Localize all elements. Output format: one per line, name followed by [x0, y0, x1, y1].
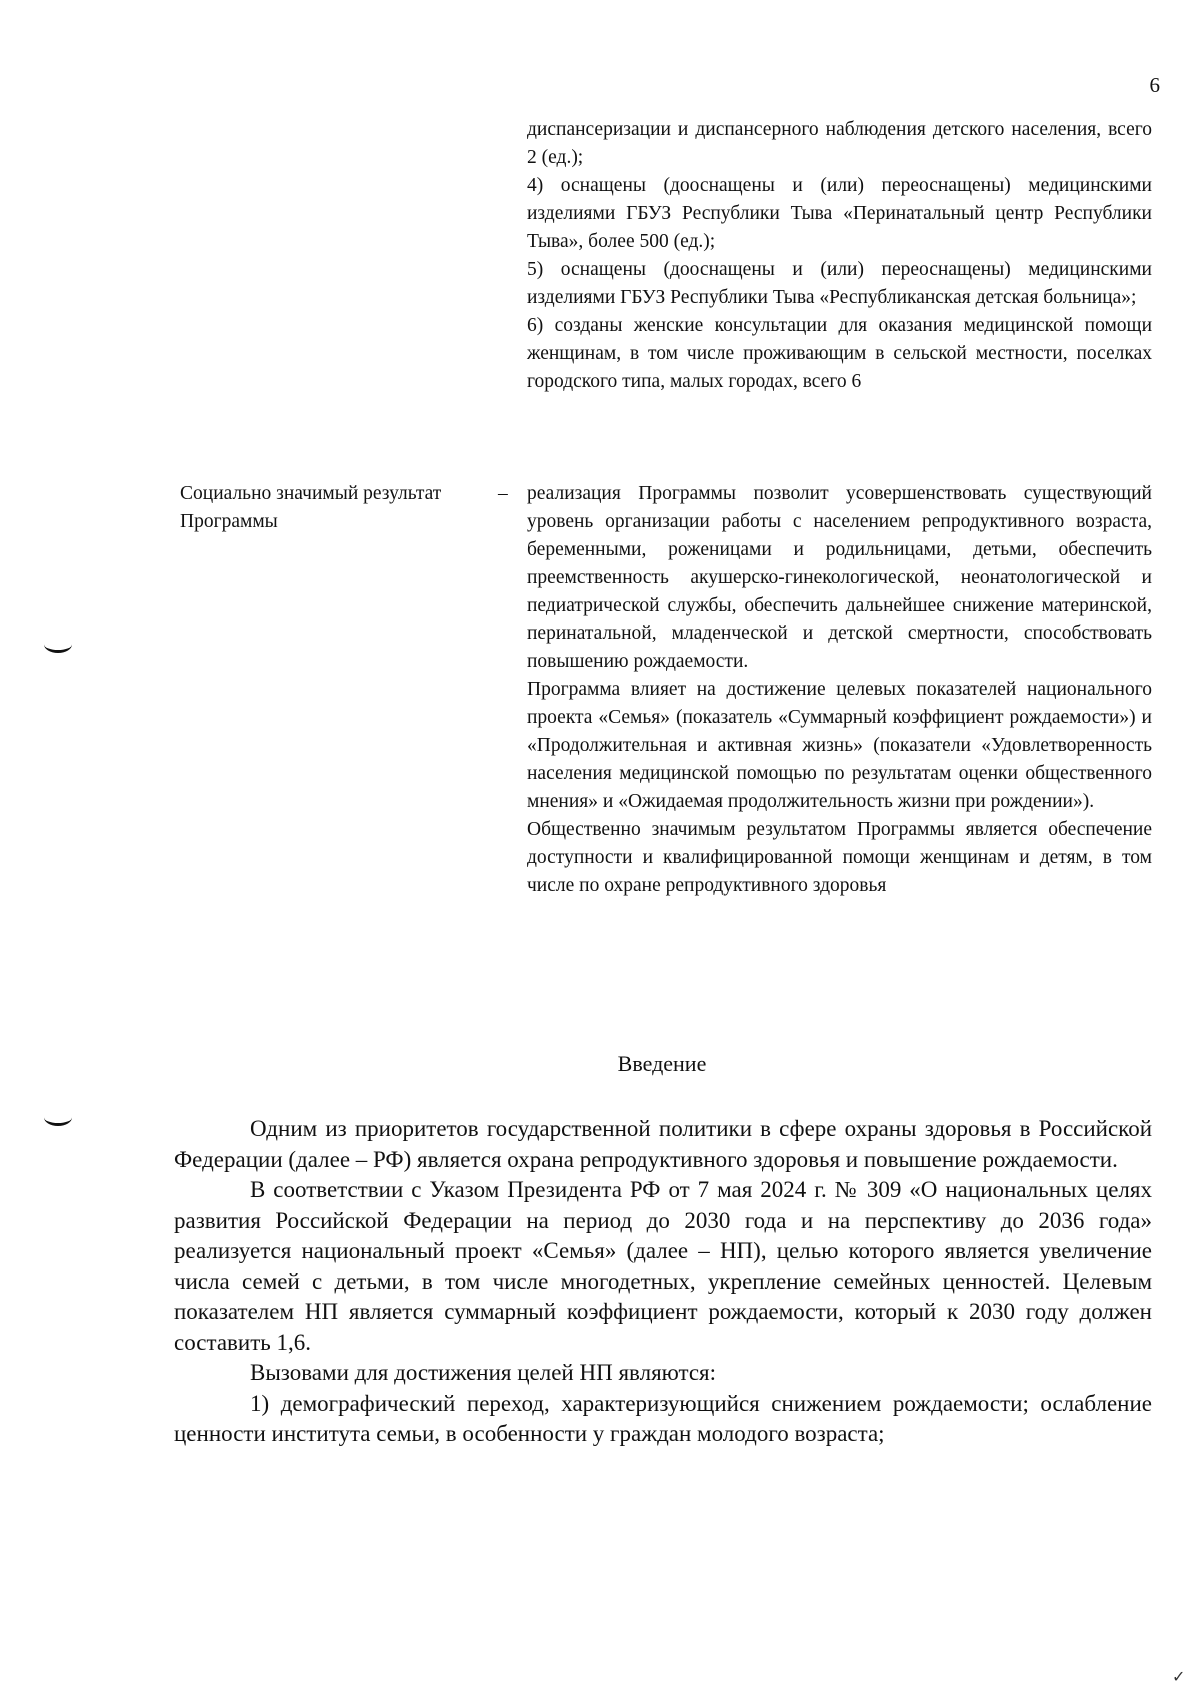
result-dash: –	[498, 483, 508, 504]
body-paragraph: Одним из приоритетов государственной политики в сфере охраны здоровья в Российской Федерации (далее – РФ) является охрана репродуктивного здоровья и повышение рождаемости.	[174, 1116, 1152, 1172]
body-paragraph: Вызовами для достижения целей НП являются:	[250, 1360, 717, 1385]
section-title: Введение	[617, 1051, 707, 1076]
result-paragraph: реализация Программы позволит усовершенствовать существующий уровень организации работы с населением репродуктивного возраста, беременными, роженицами и родильницами, детьми, обеспечить преемственность акушерско-гинекологической, неонатологической и педиатрической службы, обеспечить дальнейшее снижение материнской, перинатальной, младенческой и детской смертности, способствовать повышению рождаемости.	[527, 483, 1152, 672]
result-paragraph: Общественно значимым результатом Программы является обеспечение доступности и квалифицированной помощи женщинам и детям, в том числе по охране репродуктивного здоровья	[527, 819, 1152, 896]
result-description	[527, 480, 1152, 900]
result-label: Социально значимый результат Программы	[180, 483, 442, 532]
introduction-body	[174, 1114, 1152, 1450]
passport-item: 6) созданы женские консультации для оказания медицинской помощи женщинам, в том числе проживающим в сельской местности, поселках городского типа, малых городах, всего 6	[527, 315, 1152, 392]
passport-items-continuation	[527, 116, 1152, 396]
passport-item: 4) оснащены (дооснащены и (или) переоснащены) медицинскими изделиями ГБУЗ Республики Тыва «Перинатальный центр Республики Тыва», более 500 (ед.);	[527, 175, 1152, 252]
passport-item: диспансеризации и диспансерного наблюдения детского населения, всего 2 (ед.);	[527, 119, 1152, 168]
body-paragraph: 1) демографический переход, характеризующийся снижением рождаемости; ослабление ценности института семьи, в особенности у граждан молодого возраста;	[174, 1390, 1152, 1446]
passport-item: 5) оснащены (дооснащены и (или) переоснащены) медицинскими изделиями ГБУЗ Республики Тыва «Республиканская детская больница»;	[527, 259, 1152, 308]
page-number: 6	[1149, 73, 1160, 97]
scan-corner-mark: ✓	[1172, 1669, 1186, 1686]
scan-binding-mark	[44, 1109, 72, 1126]
body-paragraph: В соответствии с Указом Президента РФ от 7 мая 2024 г. № 309 «О национальных целях развития Российской Федерации на период до 2030 года и на перспективу до 2036 года» реализуется национальный проект «Семья» (далее – НП), целью которого является увеличение числа семей с детьми, в том числе многодетных, укрепление семейных ценностей. Целевым показателем НП является суммарный коэффициент рождаемости, который к 2030 году должен составить 1,6.	[174, 1177, 1152, 1355]
result-paragraph: Программа влияет на достижение целевых показателей национального проекта «Семья» (показатель «Суммарный коэффициент рождаемости») и «Продолжительная и активная жизнь» (показатели «Удовлетворенность населения медицинской помощью по результатам оценки общественного мнения» и «Ожидаемая продолжительность жизни при рождении»).	[527, 679, 1152, 812]
scan-binding-mark	[44, 636, 72, 653]
